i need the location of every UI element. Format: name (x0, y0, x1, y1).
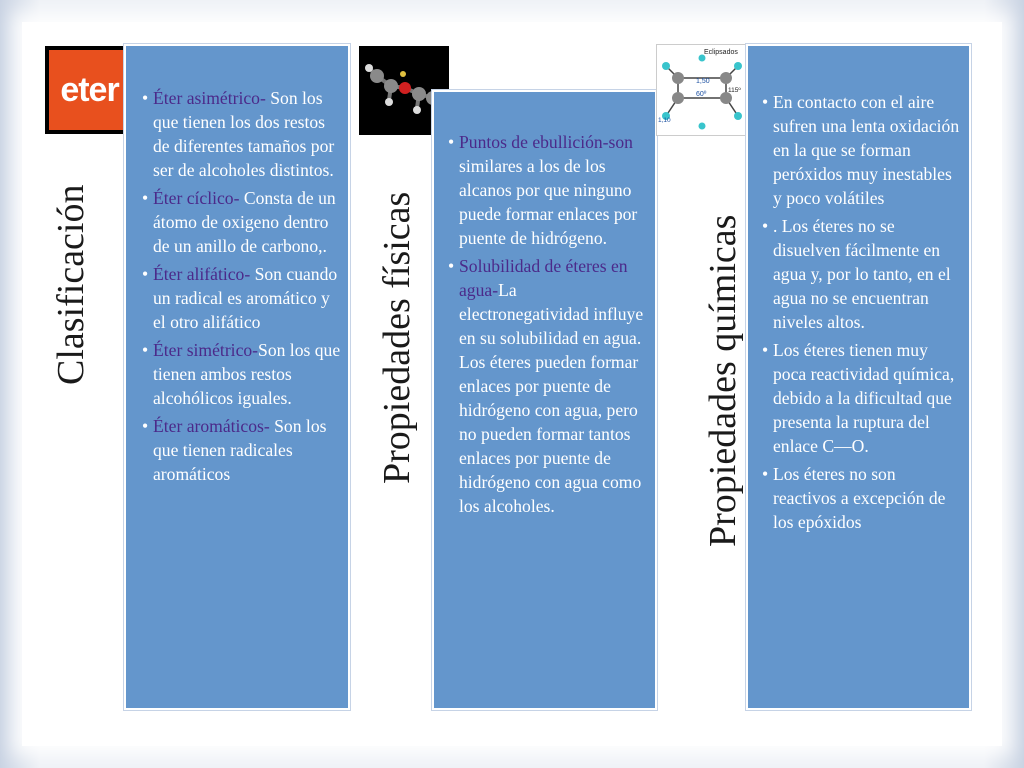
list-item: • Éter asimétrico- Son los que tienen los dos restos de diferentes tamaños por ser de alcoholes distintos. (142, 86, 342, 182)
title-clasificacion: Clasificación (50, 184, 92, 385)
eter-logo (45, 46, 134, 134)
list-item: • Éter alifático- Son cuando un radical es aromático y el otro alifático (142, 262, 342, 334)
diagram-bond-label: 1,50 (696, 78, 710, 85)
diagram-label: Eclipsados (704, 49, 738, 56)
diagram-angle-label: 60º (696, 91, 707, 98)
list-item: • . Los éteres no se disuelven fácilmente en agua y, por lo tanto, en el agua no se encuentran niveles altos. (762, 214, 963, 334)
eclipsed-conformation-diagram (656, 44, 748, 136)
panel-propiedades-fisicas (432, 90, 657, 710)
list-item: • En contacto con el aire sufren una lenta oxidación en la que se forman peróxidos muy inestables y poco volátiles (762, 90, 963, 210)
list-item: • Puntos de ebullición-son similares a los de los alcanos por que ninguno puede formar enlaces por puente de hidrógeno. (448, 130, 649, 250)
list-item: • Los éteres tienen muy poca reactividad química, debido a la dificultad que presenta la ruptura del enlace C—O. (762, 338, 963, 458)
eter-logo-text: eter (60, 70, 119, 109)
quimicas-list (762, 90, 963, 534)
panel-propiedades-quimicas (746, 44, 971, 710)
clasificacion-list (142, 86, 342, 486)
fisicas-list (448, 130, 649, 518)
list-item: • Solubilidad de éteres en agua-La electronegatividad influye en su solubilidad en agua. Los éteres pueden formar enlaces por puente de hidrógeno con agua, pero no pueden formar tantos enlaces por puente de hidrógeno con agua como los alcoholes. (448, 254, 649, 518)
diagram-ch-label: 1,10 (658, 117, 671, 124)
diagram-angle2-label: 115º (728, 87, 741, 94)
title-propiedades-quimicas: Propiedades químicas (702, 214, 744, 547)
panel-clasificacion (124, 44, 350, 710)
list-item: • Éter aromáticos- Son los que tienen radicales aromáticos (142, 414, 342, 486)
list-item: • Éter simétrico-Son los que tienen ambos restos alcohólicos iguales. (142, 338, 342, 410)
list-item: • Los éteres no son reactivos a excepción de los epóxidos (762, 462, 963, 534)
conformation-diagram-icon (656, 44, 748, 136)
list-item: • Éter cíclico- Consta de un átomo de oxigeno dentro de un anillo de carbono,. (142, 186, 342, 258)
title-propiedades-fisicas: Propiedades físicas (376, 191, 418, 484)
